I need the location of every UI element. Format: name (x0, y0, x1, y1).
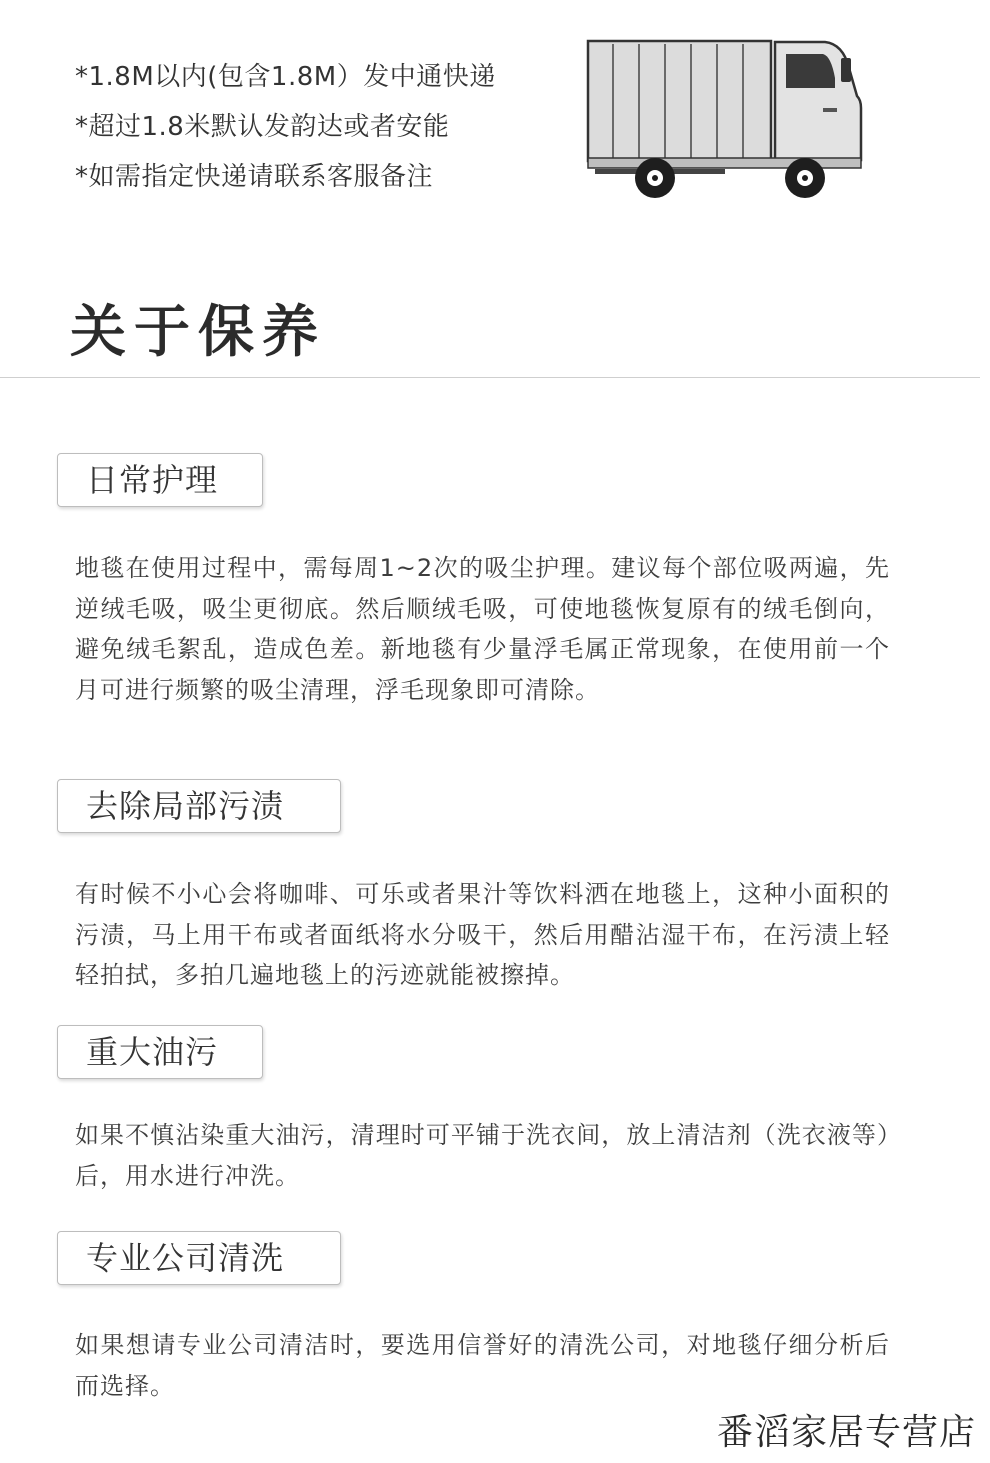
shipping-notes (75, 52, 496, 202)
section-body-professional-cleaning: 如果想请专业公司清洁时，要选用信誉好的清洗公司，对地毯仔细分析后而选择。 (75, 1331, 890, 1400)
shipping-note-2: *超过1.8米默认发韵达或者安能 (75, 112, 450, 142)
section-badge-stain-removal: 去除局部污渍 (57, 779, 341, 833)
shipping-note-3: *如需指定快递请联系客服备注 (75, 162, 434, 192)
care-section-title: 关于保养 (70, 300, 326, 365)
section-body-heavy-oil: 如果不慎沾染重大油污，清理时可平铺于洗衣间，放上清洁剂（洗衣液等）后，用水进行冲洗。 (75, 1121, 890, 1190)
section-body-stain-removal: 有时候不小心会将咖啡、可乐或者果汁等饮料洒在地毯上，这种小面积的污渍，马上用干布或者面纸将水分吸干，然后用醋沾湿干布，在污渍上轻轻拍拭，多拍几遍地毯上的污迹就能被擦掉。 (75, 880, 890, 989)
delivery-truck-icon (585, 38, 867, 203)
section-badge-heavy-oil: 重大油污 (57, 1025, 263, 1079)
shipping-note-1: *1.8M以内(包含1.8M）发中通快递 (75, 62, 496, 92)
section-body-daily-care: 地毯在使用过程中，需每周1~2次的吸尘护理。建议每个部位吸两遍，先逆绒毛吸，吸尘更彻底。然后顺绒毛吸，可使地毯恢复原有的绒毛倒向，避免绒毛絮乱，造成色差。新地毯有少量浮毛属正常现象，在使用前一个月可进行频繁的吸尘清理，浮毛现象即可清除。 (75, 554, 890, 704)
divider (0, 377, 980, 378)
store-name-watermark: 番滔家居专营店 (716, 1412, 976, 1453)
section-badge-daily-care: 日常护理 (57, 453, 263, 507)
section-badge-professional-cleaning: 专业公司清洗 (57, 1231, 341, 1285)
